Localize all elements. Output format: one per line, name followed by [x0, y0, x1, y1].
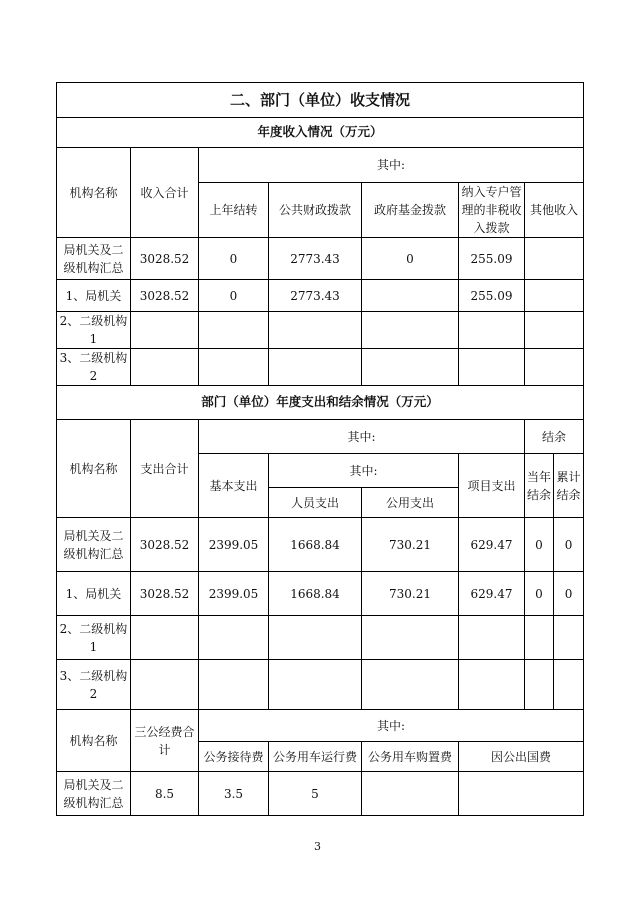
- cell-value: 0: [554, 572, 584, 616]
- expense-header-of-which-2: 其中:: [269, 454, 459, 488]
- cell-value: 629.47: [459, 518, 525, 572]
- org-name: 局机关及二级机构汇总: [57, 238, 131, 280]
- cell-value: [525, 280, 584, 312]
- cell-value: 629.47: [459, 572, 525, 616]
- cell-value: [525, 660, 554, 710]
- income-header-nontax: 纳入专户管理的非税收入拨款: [459, 183, 525, 238]
- cell-value: 8.5: [131, 772, 199, 816]
- income-header-gov-fund: 政府基金拨款: [362, 183, 459, 238]
- org-name: 2、二级机构1: [57, 312, 131, 349]
- three-public-header-overseas: 因公出国费: [459, 742, 584, 772]
- cell-value: [459, 616, 525, 660]
- three-public-header-reception: 公务接待费: [199, 742, 269, 772]
- expense-header-of-which: 其中:: [199, 420, 525, 454]
- table-row: [57, 280, 584, 312]
- income-header-public-finance: 公共财政拨款: [269, 183, 362, 238]
- cell-value: 5: [269, 772, 362, 816]
- org-name: 3、二级机构2: [57, 660, 131, 710]
- org-name: 1、局机关: [57, 280, 131, 312]
- expense-header-public: 公用支出: [362, 488, 459, 518]
- cell-value: [269, 660, 362, 710]
- expense-header-basic: 基本支出: [199, 454, 269, 518]
- cell-value: [459, 312, 525, 349]
- cell-value: [554, 660, 584, 710]
- three-public-header-vehicle-purchase: 公务用车购置费: [362, 742, 459, 772]
- cell-value: 3028.52: [131, 238, 199, 280]
- cell-value: 0: [362, 238, 459, 280]
- cell-value: 0: [525, 572, 554, 616]
- cell-value: [525, 616, 554, 660]
- org-name: 局机关及二级机构汇总: [57, 518, 131, 572]
- org-name: 2、二级机构1: [57, 616, 131, 660]
- cell-value: 2773.43: [269, 280, 362, 312]
- expense-header-current-year: 当年结余: [525, 454, 554, 518]
- org-name: 3、二级机构2: [57, 349, 131, 386]
- cell-value: 0: [554, 518, 584, 572]
- income-header-other: 其他收入: [525, 183, 584, 238]
- cell-value: [131, 349, 199, 386]
- cell-value: 255.09: [459, 280, 525, 312]
- expense-header-cumulative: 累计结余: [554, 454, 584, 518]
- org-name: 1、局机关: [57, 572, 131, 616]
- cell-value: [459, 349, 525, 386]
- cell-value: 3.5: [199, 772, 269, 816]
- cell-value: [459, 772, 584, 816]
- cell-value: 3028.52: [131, 572, 199, 616]
- cell-value: 0: [199, 280, 269, 312]
- cell-value: [199, 616, 269, 660]
- income-subtitle: 年度收入情况（万元）: [57, 118, 584, 148]
- income-header-carryover: 上年结转: [199, 183, 269, 238]
- cell-value: [199, 349, 269, 386]
- cell-value: 1668.84: [269, 518, 362, 572]
- table-row: [57, 616, 584, 660]
- cell-value: 0: [525, 518, 554, 572]
- three-public-header-vehicle-running: 公务用车运行费: [269, 742, 362, 772]
- table-row: [57, 772, 584, 816]
- cell-value: [362, 312, 459, 349]
- three-public-header-of-which: 其中:: [199, 710, 584, 742]
- cell-value: [459, 660, 525, 710]
- expense-header-org: 机构名称: [57, 420, 131, 518]
- cell-value: 1668.84: [269, 572, 362, 616]
- cell-value: 0: [199, 238, 269, 280]
- cell-value: [199, 660, 269, 710]
- org-name: 局机关及二级机构汇总: [57, 772, 131, 816]
- cell-value: [199, 312, 269, 349]
- table-row: [57, 660, 584, 710]
- cell-value: [131, 616, 199, 660]
- cell-value: 255.09: [459, 238, 525, 280]
- cell-value: [525, 238, 584, 280]
- cell-value: [269, 312, 362, 349]
- cell-value: 3028.52: [131, 280, 199, 312]
- cell-value: [269, 616, 362, 660]
- income-header-of-which: 其中:: [199, 148, 584, 183]
- cell-value: [362, 616, 459, 660]
- budget-table: [56, 82, 584, 816]
- table-row: [57, 238, 584, 280]
- three-public-header-org: 机构名称: [57, 710, 131, 772]
- table-row: [57, 312, 584, 349]
- table-row: [57, 349, 584, 386]
- cell-value: 2773.43: [269, 238, 362, 280]
- cell-value: [554, 616, 584, 660]
- page-number: 3: [314, 840, 321, 853]
- income-header-org: 机构名称: [57, 148, 131, 238]
- expense-header-project: 项目支出: [459, 454, 525, 518]
- table-row: [57, 572, 584, 616]
- cell-value: [525, 349, 584, 386]
- cell-value: [362, 280, 459, 312]
- cell-value: [525, 312, 584, 349]
- table-row: [57, 518, 584, 572]
- three-public-header-total: 三公经费合计: [131, 710, 199, 772]
- cell-value: [131, 660, 199, 710]
- expense-subtitle: 部门（单位）年度支出和结余情况（万元）: [57, 386, 584, 420]
- expense-header-personnel: 人员支出: [269, 488, 362, 518]
- cell-value: 730.21: [362, 572, 459, 616]
- income-header-total: 收入合计: [131, 148, 199, 238]
- cell-value: [362, 660, 459, 710]
- cell-value: [362, 349, 459, 386]
- cell-value: 2399.05: [199, 518, 269, 572]
- cell-value: 3028.52: [131, 518, 199, 572]
- cell-value: 730.21: [362, 518, 459, 572]
- table-title: 二、部门（单位）收支情况: [57, 83, 584, 118]
- expense-header-total: 支出合计: [131, 420, 199, 518]
- cell-value: [269, 349, 362, 386]
- cell-value: [131, 312, 199, 349]
- cell-value: [362, 772, 459, 816]
- cell-value: 2399.05: [199, 572, 269, 616]
- expense-header-balance: 结余: [525, 420, 584, 454]
